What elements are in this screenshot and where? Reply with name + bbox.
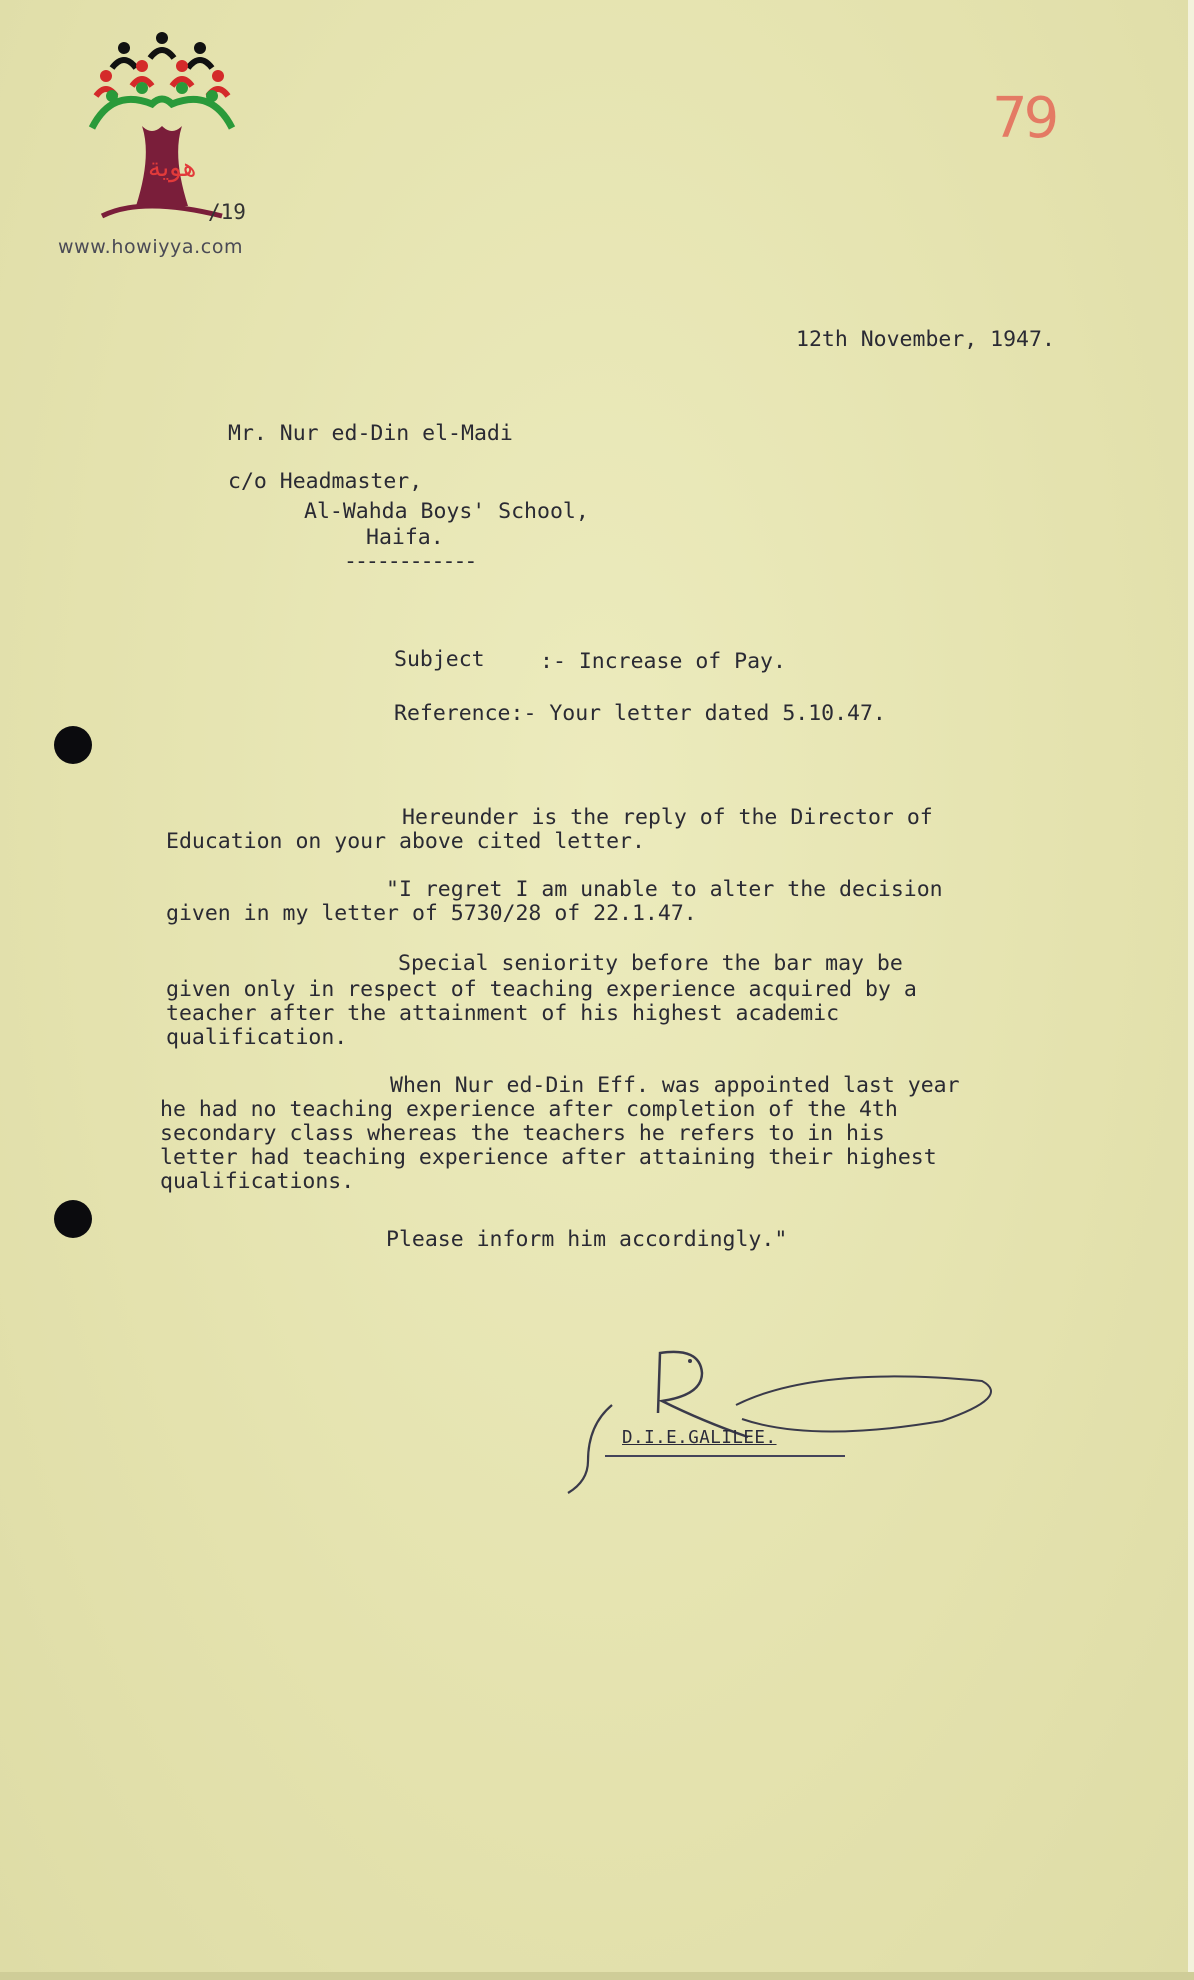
body-p3-line1: Special seniority before the bar may be (398, 951, 903, 976)
body-p3-line3: teacher after the attainment of his highest academic (166, 1001, 840, 1026)
letter-date: 12th November, 1947. (796, 327, 1055, 352)
address-rule: ------------ (344, 549, 476, 574)
page-edge (1188, 0, 1194, 1980)
body-p3-line2: given only in respect of teaching experience acquired by a (166, 977, 917, 1002)
subject-text: :- Increase of Pay. (540, 649, 786, 674)
folio-number: 79 (992, 86, 1056, 151)
body-p4-line5: qualifications. (160, 1169, 355, 1194)
recipient-care-of: c/o Headmaster, (228, 469, 423, 494)
howiyya-logo (76, 26, 246, 226)
body-p2-line1: "I regret I am unable to alter the decision (386, 877, 943, 902)
watermark-url: www.howiyya.com (58, 236, 244, 258)
body-p5-line1: Please inform him accordingly." (386, 1227, 788, 1252)
recipient-city: Haifa. (366, 525, 444, 550)
punch-hole-top (54, 726, 92, 764)
signature-underline (605, 1455, 845, 1457)
recipient-name: Mr. Nur ed-Din el-Madi (228, 421, 513, 446)
body-p4-line3: secondary class whereas the teachers he refers to in his (160, 1121, 885, 1146)
handwritten-signature (560, 1345, 1000, 1495)
body-p2-line2: given in my letter of 5730/28 of 22.1.47. (166, 901, 697, 926)
recipient-school: Al-Wahda Boys' School, (304, 499, 589, 524)
logo-text: هوية (148, 153, 197, 183)
reference-line: Reference:- Your letter dated 5.10.47. (394, 701, 886, 726)
body-p4-line4: letter had teaching experience after attaining their highest (160, 1145, 937, 1170)
signatory-title: D.I.E.GALILEE. (622, 1428, 777, 1448)
punch-hole-bottom (54, 1200, 92, 1238)
body-p3-line4: qualification. (166, 1025, 348, 1050)
body-p4-line1: When Nur ed-Din Eff. was appointed last year (390, 1073, 960, 1098)
subject-label: Subject (394, 647, 485, 672)
tree-logo-icon (82, 26, 242, 226)
page-bottom-edge (0, 1972, 1194, 1980)
body-p1-line2: Education on your above cited letter. (166, 829, 645, 854)
file-reference: /19 (208, 200, 246, 224)
body-p1-line1: Hereunder is the reply of the Director of (402, 805, 933, 830)
body-p4-line2: he had no teaching experience after completion of the 4th (160, 1097, 898, 1122)
